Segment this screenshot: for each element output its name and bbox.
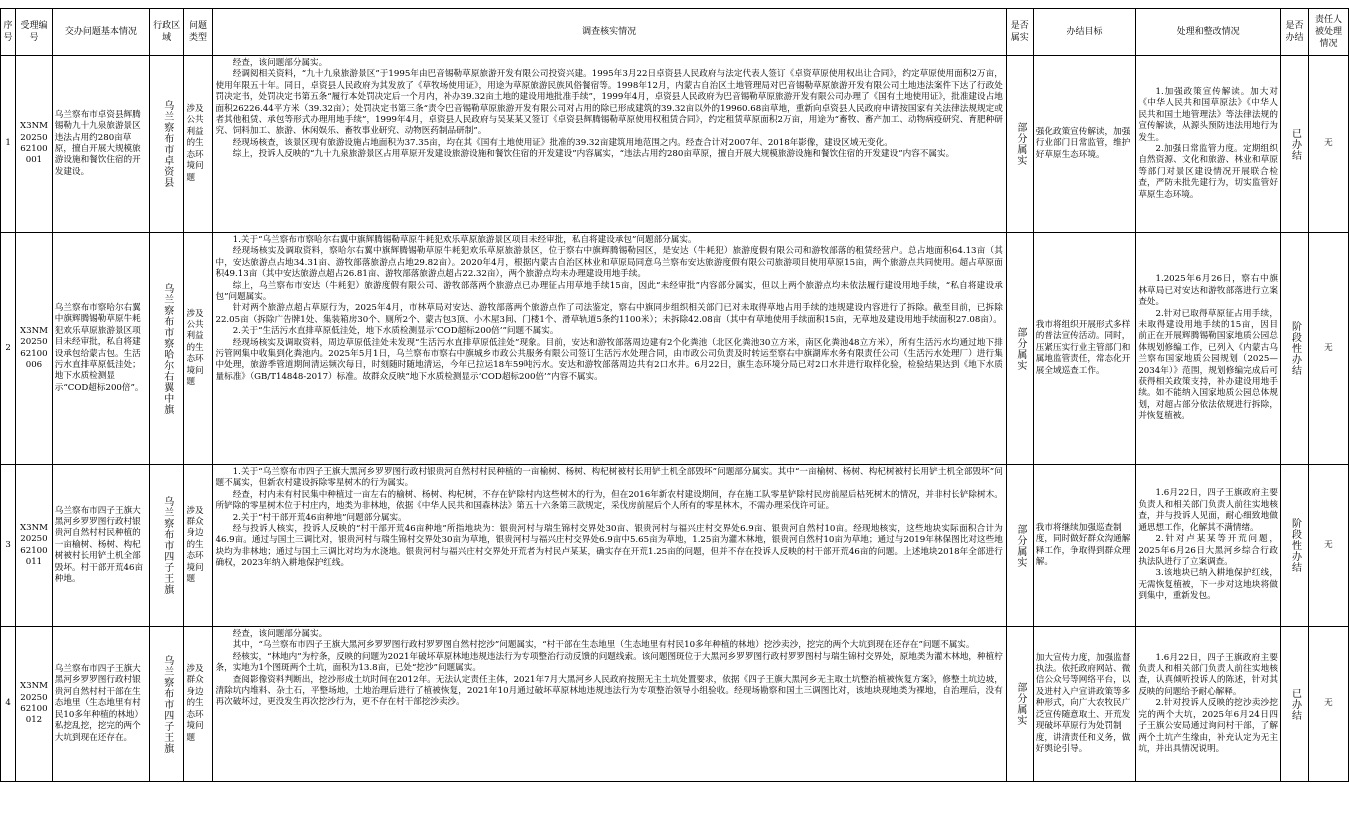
row-duty: 无 [1308, 465, 1348, 627]
row-no: 1 [1, 56, 16, 233]
row-done: 阶段性办结 [1280, 233, 1308, 465]
row-code: X3NM2025062100006 [16, 233, 53, 465]
row-done: 已办结 [1280, 627, 1308, 782]
row-type: 涉及公共利益的生态环境问题 [184, 233, 212, 465]
row-issue: 乌兰察布市四子王旗大黑河乡罗罗图行政村银贵河自然村村民种植的一亩榆树、杨树、构杞树被村长用铲土机全部毁坏。村干部开荒46亩种地。 [52, 465, 149, 627]
row-region: 乌兰察布市四子王旗 [149, 465, 184, 627]
row-verdict: 部分属实 [1006, 465, 1033, 627]
table-row [1, 465, 1349, 627]
row-goal: 加大宣传力度，加强监督执法。依托政府网站、微信公众号等网络平台，以及进村入户宣讲政策等多种形式，向广大农牧民广泛宣传随意取土、开荒发现破坏草原行为处罚制度，讲清责任和义务，做好舆论引导。 [1033, 627, 1136, 782]
row-duty: 无 [1308, 233, 1348, 465]
row-issue: 乌兰察布市察哈尔右翼中旗辉腾锡勒草原牛耗犯欢乐草原旅游景区项目未经审批，私自将建设承包给蒙古包。生活污水直排草原低洼处；地下水质检测显示“COD超标200倍”。 [52, 233, 149, 465]
row-no: 2 [1, 233, 16, 465]
row-goal: 强化政策宣传解读，加强行业部门日常监管，维护好草原生态环境。 [1033, 56, 1136, 233]
row-region: 乌兰察布市四子王旗 [149, 627, 184, 782]
row-goal: 我市将继续加强巡查制度，同时做好群众沟通解释工作，争取得到群众理解。 [1033, 465, 1136, 627]
header-region: 行政区域 [149, 9, 184, 56]
row-region: 乌兰察布市察哈尔右翼中旗 [149, 233, 184, 465]
row-verdict: 部分属实 [1006, 233, 1033, 465]
row-goal: 我市将组织开展形式多样的普法宣传活动。同时，压紧压实行业主管部门和属地监管责任，常态化开展全域巡查工作。 [1033, 233, 1136, 465]
row-handling: 1.6月22日，四子王旗政府主要负责人和相关部门负责人前往实地核查，认真倾听投诉人的陈述，针对其反映的问题给予耐心解释。 2.针对投诉人反映的挖沙卖沙挖完的两个大坑，2025年6月24日四子王旗公安局通过询问村干部，了解两个土坑产生缘由，补充认定为无主坑，并出具情况说明。 [1136, 627, 1281, 782]
row-no: 3 [1, 465, 16, 627]
row-type: 涉及群众身边的生态环境问题 [184, 465, 212, 627]
rectification-table [0, 8, 1349, 782]
row-duty: 无 [1308, 627, 1348, 782]
row-type: 涉及群众身边的生态环境问题 [184, 627, 212, 782]
row-handling: 1.6月22日，四子王旗政府主要负责人和相关部门负责人前往实地核查，并与投诉人见面，耐心细致地做通思想工作，化解其不满情绪。 2.针对卢某某等开荒问题，2025年6月26日大黑河乡综合行政执法队进行了立案调查。 3.该地块已纳入耕地保护红线，无需恢复植被，下一步对这地块将做到集中，重新发包。 [1136, 465, 1281, 627]
row-handling: 1.2025年6月26日，察右中旗林草局已对安达和游牧部落进行立案查处。 2.针对已取得草原征占用手续，未取得建设用地手续的15亩，因目前正在开展辉腾锡勒国家地质公园总体规划修编工作，已列入《内蒙古乌兰察布国家地质公园规划（2025—2034年）》范围，规划修编完成后可获得相关政策支持，补办建设用地手续。如不能纳入国家地质公园总体规划，对超占部分依法依规进行拆除，并恢复植被。 [1136, 233, 1281, 465]
row-region: 乌兰察布市卓资县 [149, 56, 184, 233]
header-no: 序号 [1, 9, 16, 56]
row-done: 阶段性办结 [1280, 465, 1308, 627]
row-issue: 乌兰察布市卓资县辉腾锡勒九十九泉旅游景区违法占用约280亩草原，擅自开展大规模旅游设施和餐饮住宿的开发建设。 [52, 56, 149, 233]
header-row [1, 9, 1349, 56]
row-verdict: 部分属实 [1006, 56, 1033, 233]
row-code: X3NM2025062100011 [16, 465, 53, 627]
row-done: 已办结 [1280, 56, 1308, 233]
row-investigation: 1.关于“乌兰察布市察哈尔右翼中旗辉腾锡勒草原牛耗犯欢乐草原旅游景区项目未经审批，私自将建设承包”问题部分属实。 经现场核实及调取资料，察哈尔右翼中旗辉腾锡勒草原牛耗犯欢乐草原旅游景区，位于察右中旗辉腾锡勒园区，是安达（牛耗犯）旅游度假有限公司和游牧部落的租赁经营户。总占地面积64.13亩（其中，安达旅游点占地34.31亩、游牧部落旅游点占地29.82亩）。2020年4月，根据内蒙古自治区林业和草原局同意乌兰察布安达旅游度假有限公司旅游项目使用草原15亩，两个旅游点共同使用。超占草原面积49.13亩（其中安达旅游点超占26.81亩、游牧部落旅游点超占22.32亩），两个旅游点均未办理建设用地手续。 综上，乌兰察布市安达（牛耗犯）旅游度假有限公司、游牧部落两个旅游点已办理征占用草地手续15亩，因此“未经审批”内容部分属实，但以上两个旅游点均未依法履行建设用地手续，“私自将建设承包”问题属实。 针对两个旅游点超占草原行为，2025年4月，市林草局对安达、游牧部落两个旅游点作了司法鉴定，察右中旗同步组织相关部门已对未取得草地占用手续的违规建设内容进行了拆除。截至目前，已拆除22.05亩（拆除广告牌1处、集装箱房30个、厕所2个、蒙古包3顶、小木屋3间、门楼1个、滑草轨道5条约1100米）；未拆除42.08亩（其中有草地使用手续面积15亩，无草地及建设用地手续面积27.08亩）。 2.关于“生活污水直排草原低洼处，地下水质检测显示‘COD超标200倍’”问题不属实。 经现场核实及调取资料，周边草原低洼处未发现“生活污水直排草原低洼处”现象。目前，安达和游牧部落周边建有2个化粪池（北区化粪池30立方米，南区化粪池48立方米），所有生活污水均通过地下排污管网集中收集到化粪池内。2025年5月1日，乌兰察布市察右中旗城乡市政公共服务有限公司签订生活污水处理合同，由市政公司负责及时转运至察右中旗湖库水务有限责任公司（生活污水处理厂）进行集中处理，旅游季管道期间清运频次每日，时刻随时随地清运，今年已拉运18车59吨污水。安达和游牧部落周边共有2口水井。6月22日，旗生态环境分局已对2口水井进行取样化验，检验结果达到《地下水质量标准》（GB/T14848-2017）标准。故群众反映“地下水质检测显示‘COD超标200倍’”内容不属实。 [212, 233, 1006, 465]
row-investigation: 经查，该问题部分属实。 经调阅相关资料，“九十九泉旅游景区”于1995年由巴音锡勒草原旅游开发有限公司投资兴建。1995年3月22日卓资县人民政府与法定代表人签订《卓资草原使用权出让合同》，约定草原使用面积2万亩，使用年限五十年。同日，卓资县人民政府为其发放了《草牧场使用证》，用途为草原旅游民族风俗餐宿等。1998年12月，内蒙古自治区土地管理局对巴音锡勒草原旅游开发有限公司土地违法案件下达了行政处罚决定书，处罚决定书第五条“履行本处罚决定后一个月内，补办39.32亩土地的建设用地批准手续”，1999年4月，卓资县人民政府为巴音锡勒草原旅游开发有限公司办理了《国有土地使用证》，批准建设占地面积26226.44平方米（39.32亩）；处罚决定书第三条“责令巴音锡勒草原旅游开发有限公司对占用的除已形成建筑的39.32亩以外的19960.68亩草地，重新向卓资县人民政府申请按国家有关法律法规规定或者其他租赁、承包等形式办理用地手续”，1999年4月，卓资县人民政府与吴某某又签订《卓资县辉腾锡勒草原使用权租赁合同》，约定租赁草原面积2万亩，用途为“畜牧、畜产加工、动物病疫研究、育肥种研究、饲料加工、旅游、休闲娱乐、畜牧事业研究、动物医药制品研制”。 经现场核查，该景区现有旅游设施占地面积为37.35亩，均在其《国有土地使用证》批准的39.32亩建筑用地范围之内。经查合计对2007年、2018年影像，建设区域无变化。 综上，投诉人反映的“九十九泉旅游景区占用草原开发建设旅游设施和餐饮住宿的开发建设”内容属实，“违法占用约280亩草原，擅自开展大规模旅游设施和餐饮住宿的开发建设”内容不属实。 [212, 56, 1006, 233]
header-duty: 责任人被处理情况 [1308, 9, 1348, 56]
row-no: 4 [1, 627, 16, 782]
row-verdict: 部分属实 [1006, 627, 1033, 782]
header-goal: 办结目标 [1033, 9, 1136, 56]
table-row [1, 233, 1349, 465]
header-type: 问题类型 [184, 9, 212, 56]
row-type: 涉及公共利益的生态环境问题 [184, 56, 212, 233]
header-code: 受理编号 [16, 9, 53, 56]
header-handling: 处理和整改情况 [1136, 9, 1281, 56]
header-investigation: 调查核实情况 [212, 9, 1006, 56]
row-duty: 无 [1308, 56, 1348, 233]
header-issue: 交办问题基本情况 [52, 9, 149, 56]
table-row [1, 56, 1349, 233]
header-verdict: 是否属实 [1006, 9, 1033, 56]
row-investigation: 1.关于“乌兰察布市四子王旗大黑河乡罗罗图行政村银贵河自然村村民种植的一亩榆树、杨树、构杞树被村长用铲土机全部毁坏”问题部分属实。其中“一亩榆树、杨树、构杞树被村长用铲土机全部毁坏”问题不属实，但新农村建设拆除零星树木的行为属实。 经查，村内未有村民集中种植过一亩左右的榆树、杨树、构杞树，不存在铲除村内这些树木的行为，但在2016年新农村建设期间，存在施工队零星铲除村民房前屋后枯死树木的情况，并非村长铲除树木。所铲除的零星树木位于村庄内，地类为非林地，依据《中华人民共和国森林法》第五十六条第三款规定，采伐房前屋后个人所有的零星林木，不需办理采伐许可证。 2.关于“村干部开荒46亩种地”问题部分属实。 经与投诉人核实，投诉人反映的“村干部开荒46亩种地”所指地块为：银贵河村与瑞生锦村交界处30亩、银贵河村与福兴庄村交界处6.9亩、银贵河自然村10亩。经现地核实，这些地块实际面积合计为46.9亩。通过与国土三调比对，银贵河村与瑞生锦村交界处30亩为草地，银贵河村与福兴庄村交界处6.9亩中5.65亩为草地，1.25亩为灌木林地，银贵河自然村10亩为草地；通过与2019年林保图比对这些地块均为非林地；通过与国土三调比对均为水浇地。银贵河村与福兴庄村交界处开荒者为村民卢某某，确实存在开荒1.25亩的问题，但并不存在投诉人反映的村干部开荒46亩的问题。上述地块2018年全部进行确权，2023年纳入耕地保护红线。 [212, 465, 1006, 627]
row-investigation: 经查，该问题部分属实。 其中，“乌兰察布市四子王旗大黑河乡罗罗图行政村罗罗图自然村挖沙”问题属实，“村干部在生态地里（生态地里有村民10多年种植的林地）挖沙卖沙，挖完的两个大坑到现在还存在”问题不属实。 经核实，“林地内”为柠条，反映的问题为2021年破坏草原林地违规违法行为专项整治行动反馈的问题线索。该问题图斑位于大黑河乡罗罗图行政村罗罗图村与瑞生锦村交界处，原地类为灌木林地，种植柠条，实地为1个图斑两个土坑，面积为13.8亩，已处“挖沙”问题属实。 查阅影像资料判断出，挖沙形成土坑时间在2012年。无法认定责任主体，2021年7月大黑河乡人民政府按照无主土坑处置要求，依据《四子王旗大黑河乡无主取土坑整治植被恢复方案》，修整土坑边坡，清除坑内堆料、杂土石，平整场地，土地治理后进行了植被恢复，2021年10月通过破坏草原林地违规违法行为专项整治领导小组验收。经现场勘察和国土三调图比对，该地块现地类为裸地，自治理后，没有再次破坏过，更没发生再次挖沙行为，更不存在村干部挖沙卖沙。 [212, 627, 1006, 782]
row-issue: 乌兰察布市四子王旗大黑河乡罗罗图行政村银贵河自然村村干部在生态地里（生态地里有村民10多年种植的林地）私挖乱挖，挖完的两个大坑到现在还存在。 [52, 627, 149, 782]
row-code: X3NM2025062100012 [16, 627, 53, 782]
table-row [1, 627, 1349, 782]
row-code: X3NM2025062100001 [16, 56, 53, 233]
header-done: 是否办结 [1280, 9, 1308, 56]
row-handling: 1.加强政策宣传解读。加大对《中华人民共和国草原法》《中华人民共和国土地管理法》等法律法规的宣传解读，从源头预防违法用地行为发生。 2.加强日常监管力度。定期组织自然资源、文化和旅游、林业和草原等部门对景区建设情况开展联合检查，严防未批先建行为，切实监管好草原生态环境。 [1136, 56, 1281, 233]
